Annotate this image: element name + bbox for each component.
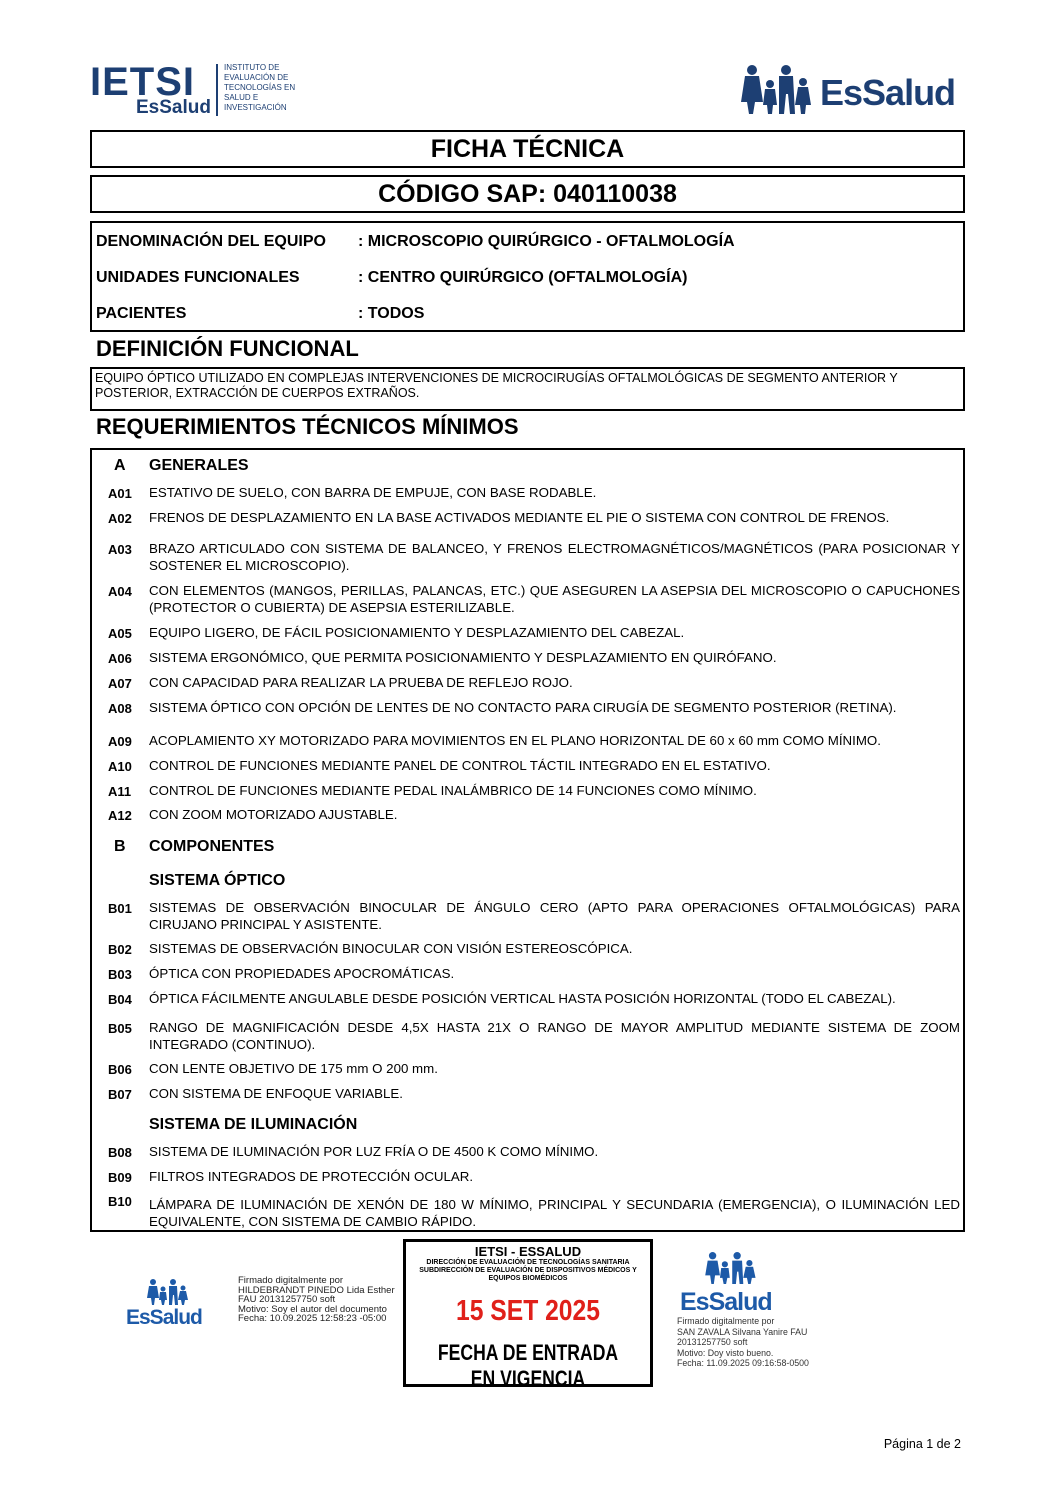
equipment-info: DENOMINACIÓN DEL EQUIPO : MICROSCOPIO QUIRÚRGICO - OFTALMOLOGÍA UNIDADES FUNCIONALES : CENTRO QUIRÚRGICO (OFTALMOLOGÍA) PACIENTES : TODOS <box>90 221 965 332</box>
item-code: B07 <box>108 1087 132 1102</box>
item-text: RANGO DE MAGNIFICACIÓN DESDE 4,5X HASTA 21X O RANGO DE MAYOR AMPLITUD MEDIANTE SISTEMA DE ZOOM INTEGRADO (CONTINUO). <box>149 1020 960 1052</box>
item-code: B04 <box>108 992 132 1007</box>
requirements-box <box>90 448 965 1232</box>
family-icon <box>704 1250 758 1286</box>
item-text: BRAZO ARTICULADO CON SISTEMA DE BALANCEO, Y FRENOS ELECTROMAGNÉTICOS/MAGNÉTICOS (PARA POSICIONAR Y SOSTENER EL MICROSCOPIO). <box>149 541 960 573</box>
stamp-date: 15 SET 2025 <box>456 1295 600 1327</box>
item-text: SISTEMA DE ILUMINACIÓN POR LUZ FRÍA O DE 4500 K COMO MÍNIMO. <box>149 1144 599 1159</box>
item-code: A12 <box>108 808 132 823</box>
page-number: Página 1 de 2 <box>883 1437 961 1451</box>
item-code: A07 <box>108 676 132 691</box>
item-text: FILTROS INTEGRADOS DE PROTECCIÓN OCULAR. <box>149 1169 474 1184</box>
category-name: GENERALES <box>149 457 249 474</box>
item-code: A09 <box>108 734 132 749</box>
item-text: CON ZOOM MOTORIZADO AJUSTABLE. <box>149 807 398 822</box>
ietsi-logo <box>90 60 305 120</box>
document-title: FICHA TÉCNICA <box>90 130 965 168</box>
stamp-caption: FECHA DE ENTRADA EN VIGENCIA <box>437 1340 619 1391</box>
item-code: A04 <box>108 584 132 599</box>
essalud-logo-footer-right: EsSalud <box>678 1250 788 1320</box>
item-text: SISTEMA ERGONÓMICO, QUE PERMITA POSICIONAMIENTO Y DESPLAZAMIENTO EN QUIRÓFANO. <box>149 650 777 665</box>
item-text: CON SISTEMA DE ENFOQUE VARIABLE. <box>149 1086 403 1101</box>
item-text: FRENOS DE DESPLAZAMIENTO EN LA BASE ACTIVADOS MEDIANTE EL PIE O SISTEMA CON CONTROL DE FRENOS. <box>149 510 890 525</box>
item-text: ESTATIVO DE SUELO, CON BARRA DE EMPUJE, CON BASE RODABLE. <box>149 485 597 500</box>
digital-signature-2: Firmado digitalmente por SAN ZAVALA Silvana Yanire FAU 20131257750 soft Motivo: Doy visto bueno. Fecha: 11.09.2025 09:16:58-0500 <box>677 1316 809 1368</box>
item-code: B06 <box>108 1062 132 1077</box>
category-letter: A <box>114 457 126 474</box>
item-text: CONTROL DE FUNCIONES MEDIANTE PEDAL INALÁMBRICO DE 14 FUNCIONES COMO MÍNIMO. <box>149 783 757 798</box>
item-text: ACOPLAMIENTO XY MOTORIZADO PARA MOVIMIENTOS EN EL PLANO HORIZONTAL DE 60 x 60 mm COMO MÍNIMO. <box>149 733 881 748</box>
item-text: CON CAPACIDAD PARA REALIZAR LA PRUEBA DE REFLEJO ROJO. <box>149 675 573 690</box>
family-icon <box>740 64 818 116</box>
item-code: B08 <box>108 1145 132 1160</box>
item-text: SISTEMAS DE OBSERVACIÓN BINOCULAR CON VISIÓN ESTEREOSCÓPICA. <box>149 941 633 956</box>
essalud-wordmark: EsSalud <box>820 72 956 113</box>
ietsi-logo-sub: EsSalud <box>136 97 211 118</box>
item-code: A02 <box>108 511 132 526</box>
item-text: SISTEMAS DE OBSERVACIÓN BINOCULAR DE ÁNGULO CERO (APTO PARA OPERACIONES OFTALMOLÓGICAS) PARA CIRUJANO PRINCIPAL Y ASISTENTE. <box>149 900 960 932</box>
item-code: A03 <box>108 542 132 557</box>
essalud-logo-header <box>740 62 965 118</box>
item-text: SISTEMA ÓPTICO CON OPCIÓN DE LENTES DE NO CONTACTO PARA CIRUGÍA DE SEGMENTO POSTERIOR (RETINA). <box>149 700 897 715</box>
item-code: B05 <box>108 1021 132 1036</box>
definicion-heading: DEFINICIÓN FUNCIONAL <box>96 336 359 361</box>
item-code: A08 <box>108 701 132 716</box>
item-text: CONTROL DE FUNCIONES MEDIANTE PANEL DE CONTROL TÁCTIL INTEGRADO EN EL ESTATIVO. <box>149 758 771 773</box>
item-code: B03 <box>108 967 132 982</box>
validity-stamp: IETSI - ESSALUD DIRECCIÓN DE EVALUACIÓN DE TECNOLOGÍAS SANITARIA SUBDIRECCIÓN DE EVALUACIÓN DE DISPOSITIVOS MÉDICOS Y EQUIPOS BIOMÉDICOS 15 SET 2025 FECHA DE ENTRADA EN VIGENCIA <box>403 1239 653 1387</box>
item-text: ÓPTICA FÁCILMENTE ANGULABLE DESDE POSICIÓN VERTICAL HASTA POSICIÓN HORIZONTAL (TODO EL CABEZAL). <box>149 991 896 1006</box>
definicion-text: EQUIPO ÓPTICO UTILIZADO EN COMPLEJAS INTERVENCIONES DE MICROCIRUGÍAS OFTALMOLÓGICAS DE SEGMENTO ANTERIOR Y POSTERIOR, EXTRACCIÓN DE CUERPOS EXTRAÑOS. <box>90 367 965 411</box>
item-code: B09 <box>108 1170 132 1185</box>
item-code: A01 <box>108 486 132 501</box>
item-code: B02 <box>108 942 132 957</box>
family-icon <box>146 1278 190 1306</box>
item-text: CON ELEMENTOS (MANGOS, PERILLAS, PALANCAS, ETC.) QUE ASEGUREN LA ASEPSIA DEL MICROSCOPIO O CAPUCHONES (PROTECTOR O CUBIERTA) DE ASEPSIA ESTERILIZABLE. <box>149 583 960 615</box>
item-code: B01 <box>108 901 132 916</box>
item-text: ÓPTICA CON PROPIEDADES APOCROMÁTICAS. <box>149 966 455 981</box>
item-code: A10 <box>108 759 132 774</box>
subsection-heading: SISTEMA ÓPTICO <box>149 872 286 889</box>
item-text: CON LENTE OBJETIVO DE 175 mm O 200 mm. <box>149 1061 438 1076</box>
ietsi-logo-big: IETSI <box>90 60 196 104</box>
sap-code: CÓDIGO SAP: 040110038 <box>90 175 965 213</box>
requerimientos-heading: REQUERIMIENTOS TÉCNICOS MÍNIMOS <box>96 414 519 439</box>
item-code: A11 <box>108 784 132 799</box>
item-code: A06 <box>108 651 132 666</box>
essalud-logo-footer-left: EsSalud <box>126 1278 211 1334</box>
digital-signature-1: Firmado digitalmente por HILDEBRANDT PINEDO Lida Esther FAU 20131257750 soft Motivo: Soy el autor del documento Fecha: 10.09.2025 12:58:23 -05:00 <box>238 1275 395 1324</box>
item-text: EQUIPO LIGERO, DE FÁCIL POSICIONAMIENTO Y DESPLAZAMIENTO DEL CABEZAL. <box>149 625 685 640</box>
category-name: COMPONENTES <box>149 838 275 855</box>
item-code: B10 <box>108 1194 132 1209</box>
category-letter: B <box>114 838 126 855</box>
item-text: LÁMPARA DE ILUMINACIÓN DE XENÓN DE 180 W MÍNIMO, PRINCIPAL Y SECUNDARIA (EMERGENCIA), O ILUMINACIÓN LED EQUIVALENTE, CON SISTEMA DE CAMBIO RÁPIDO. <box>149 1197 960 1229</box>
item-code: A05 <box>108 626 132 641</box>
ietsi-description: INSTITUTO DE EVALUACIÓN DE TECNOLOGÍAS EN SALUD E INVESTIGACIÓN <box>224 63 296 112</box>
subsection-heading: SISTEMA DE ILUMINACIÓN <box>149 1116 358 1133</box>
